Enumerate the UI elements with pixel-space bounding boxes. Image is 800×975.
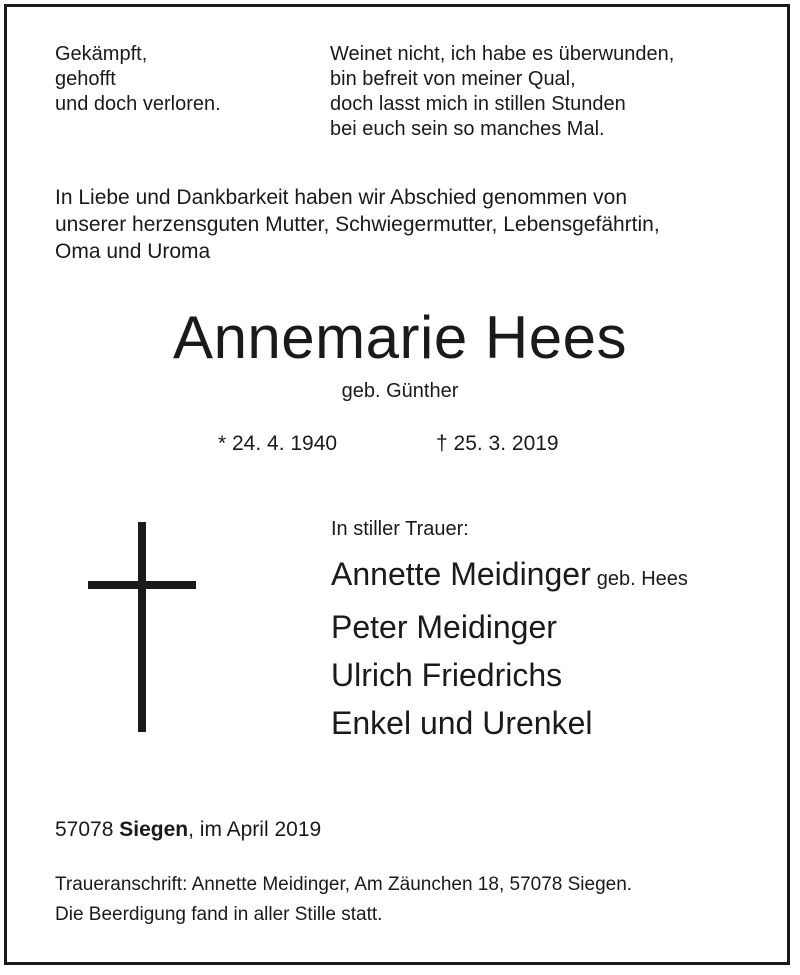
mourner-name: Enkel und Urenkel [331, 705, 593, 741]
poem-right-line: Weinet nicht, ich habe es überwunden, [330, 43, 675, 65]
mourner-annette [331, 550, 688, 603]
footer-text [55, 870, 632, 930]
place-date: , im April 2019 [188, 818, 322, 841]
mourner-peter [331, 603, 688, 651]
deceased-name: Annemarie Hees [173, 304, 627, 371]
poem-left-line: und doch verloren. [55, 93, 221, 115]
poem-right [330, 42, 674, 142]
intro-line: In Liebe und Dankbarkeit haben wir Abschied genommen von [55, 186, 628, 209]
mourner-ulrich [331, 651, 688, 699]
postcode: 57078 [55, 818, 114, 841]
footer-address: Traueranschrift: Annette Meidinger, Am Zäunchen 18, 57078 Siegen. [55, 874, 633, 895]
poem-left-line: Gekämpft, [55, 43, 148, 65]
poem-right-line: bin befreit von meiner Qual, [330, 68, 576, 90]
intro-line: unserer herzensguten Mutter, Schwiegermutter, Lebensgefährtin, [55, 213, 660, 236]
poem-left [55, 42, 221, 117]
mourner-enkel [331, 699, 688, 747]
mourners-list [331, 550, 688, 747]
footer-funeral-note: Die Beerdigung fand in aller Stille statt. [55, 904, 383, 925]
cross-icon [138, 522, 146, 732]
mourning-label: In stiller Trauer: [331, 518, 469, 540]
mourner-name: Peter Meidinger [331, 609, 557, 645]
birth-date: * 24. 4. 1940 [218, 432, 338, 455]
intro-text [55, 184, 660, 265]
maiden-name: geb. Günther [341, 380, 459, 402]
cross-icon-bar [88, 581, 196, 589]
poem-left-line: gehofft [55, 68, 116, 90]
place-date-line [55, 818, 321, 842]
mourner-name: Ulrich Friedrichs [331, 657, 563, 693]
intro-line: Oma und Uroma [55, 240, 211, 263]
mourner-note: geb. Hees [596, 568, 688, 590]
poem-right-line: doch lasst mich in stillen Stunden [330, 93, 626, 115]
mourner-name: Annette Meidinger [331, 556, 591, 592]
poem-right-line: bei euch sein so manches Mal. [330, 118, 605, 140]
city: Siegen [119, 818, 189, 841]
death-date: † 25. 3. 2019 [436, 432, 559, 455]
